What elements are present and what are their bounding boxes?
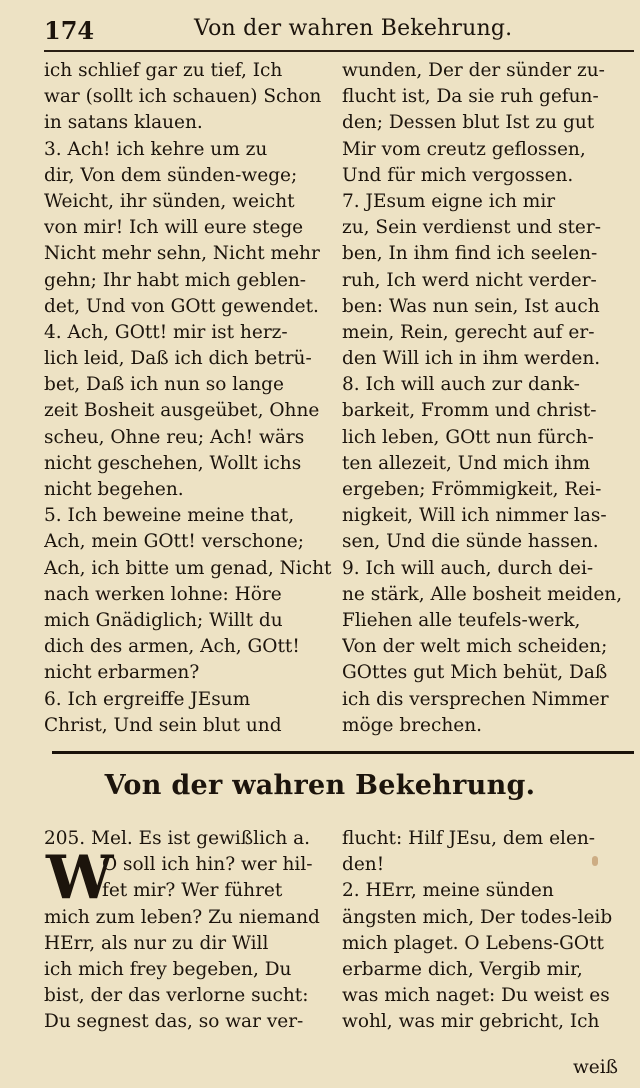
text-line: Weicht, ihr sünden, weicht bbox=[44, 190, 295, 212]
text-line: mein, Rein, gerecht auf er- bbox=[342, 321, 595, 343]
text-line: nigkeit, Will ich nimmer las- bbox=[342, 505, 607, 527]
text-line: Ach, mein GOtt! verschone; bbox=[44, 531, 304, 553]
text-line: Ach, ich bitte um genad, Nicht bbox=[44, 557, 332, 579]
text-line: 2. HErr, meine sünden bbox=[342, 880, 554, 902]
left-column-top bbox=[44, 58, 334, 739]
text-line: flucht: Hilf JEsu, dem elen- bbox=[342, 828, 596, 849]
text-line: zeit Bosheit ausgeübet, Ohne bbox=[44, 400, 320, 422]
text-line: HErr, als nur zu dir Will bbox=[44, 932, 269, 954]
text-line: ne stärk, Alle bosheit meiden, bbox=[342, 583, 623, 605]
right-column-top bbox=[342, 58, 634, 739]
text-line: Christ, Und sein blut und bbox=[44, 714, 282, 736]
text-line: mich Gnädiglich; Willt du bbox=[44, 609, 283, 631]
left-column-bottom bbox=[44, 826, 334, 1036]
text-line: wohl, was mir gebricht, Ich bbox=[342, 1011, 600, 1033]
text-line: Und für mich vergossen. bbox=[342, 164, 574, 186]
text-line: nach werken lohne: Höre bbox=[44, 583, 282, 605]
drop-cap: W bbox=[46, 843, 114, 914]
text-line: nicht erbarmen? bbox=[44, 662, 200, 684]
section-title: Von der wahren Bekehrung. bbox=[104, 770, 536, 801]
text-line: ergeben; Frömmigkeit, Rei- bbox=[342, 479, 602, 500]
text-line: bet, Daß ich nun so lange bbox=[44, 374, 284, 396]
text-line: zu, Sein verdienst und ster- bbox=[342, 217, 601, 239]
text-line: mich zum leben? Zu niemand bbox=[44, 906, 320, 928]
text-line: Nicht mehr sehn, Nicht mehr bbox=[44, 243, 320, 265]
section-divider-rule bbox=[52, 751, 634, 754]
text-line: erbarme dich, Vergib mir, bbox=[342, 958, 583, 980]
ink-stain bbox=[592, 856, 598, 866]
text-line: wunden, Der der sünder zu- bbox=[342, 60, 605, 81]
hymn-number-melody: 205. Mel. Es ist gewißlich a. bbox=[44, 828, 311, 849]
text-line: 5. Ich beweine meine that, bbox=[44, 505, 295, 527]
text-line: ben: Was nun sein, Ist auch bbox=[342, 295, 600, 317]
text-line: den; Dessen blut Ist zu gut bbox=[342, 112, 595, 134]
text-line: ten allezeit, Und mich ihm bbox=[342, 452, 591, 474]
text-line: dir, Von dem sünden-wege; bbox=[44, 164, 298, 186]
text-line: von mir! Ich will eure stege bbox=[44, 217, 304, 239]
text-line: den! bbox=[342, 854, 385, 876]
running-title: Von der wahren Bekehrung. bbox=[194, 16, 513, 41]
text-line: Von der welt mich scheiden; bbox=[342, 636, 608, 658]
text-line: nicht geschehen, Wollt ichs bbox=[44, 452, 302, 474]
text-line: den Will ich in ihm werden. bbox=[342, 348, 601, 370]
text-line: O soll ich hin? wer hil- bbox=[102, 854, 313, 876]
header-rule bbox=[44, 50, 634, 52]
text-line: det, Und von GOtt gewendet. bbox=[44, 295, 319, 317]
text-line: nicht begehen. bbox=[44, 479, 184, 500]
hymn-opening bbox=[44, 843, 334, 914]
text-line: GOttes gut Mich behüt, Daß bbox=[342, 662, 608, 684]
text-line: Du segnest das, so war ver- bbox=[44, 1011, 304, 1033]
text-line: 7. JEsum eigne ich mir bbox=[342, 190, 556, 212]
text-line: lich leid, Daß ich dich betrü- bbox=[44, 348, 312, 370]
catchword: weiß bbox=[572, 1057, 618, 1078]
text-line: war (sollt ich schauen) Schon bbox=[44, 86, 322, 108]
text-line: ich mich frey begeben, Du bbox=[44, 958, 292, 980]
right-column-bottom bbox=[342, 826, 634, 1036]
text-line: lich leben, GOtt nun fürch- bbox=[342, 426, 594, 448]
text-line: flucht ist, Da sie ruh gefun- bbox=[342, 86, 599, 108]
text-line: Mir vom creutz geflossen, bbox=[342, 138, 586, 160]
text-line: was mich naget: Du weist es bbox=[342, 985, 610, 1007]
text-line: mich plaget. O Lebens-GOtt bbox=[342, 932, 604, 954]
text-line: 8. Ich will auch zur dank- bbox=[342, 374, 580, 396]
page-number: 174 bbox=[44, 16, 95, 45]
text-line: ruh, Ich werd nicht verder- bbox=[342, 269, 597, 291]
text-line: bist, der das verlorne sucht: bbox=[44, 985, 309, 1007]
text-line: möge brechen. bbox=[342, 714, 483, 736]
text-line: 9. Ich will auch, durch dei- bbox=[342, 557, 594, 579]
text-line: scheu, Ohne reu; Ach! wärs bbox=[44, 426, 305, 448]
text-line: barkeit, Fromm und christ- bbox=[342, 400, 597, 422]
text-line: 3. Ach! ich kehre um zu bbox=[44, 138, 268, 160]
text-line: ängsten mich, Der todes-leib bbox=[342, 906, 613, 928]
text-line: dich des armen, Ach, GOtt! bbox=[44, 636, 300, 658]
text-line: ich dis versprechen Nimmer bbox=[342, 688, 609, 710]
text-line: in satans klauen. bbox=[44, 112, 203, 134]
text-line: 4. Ach, GOtt! mir ist herz- bbox=[44, 321, 288, 343]
text-line: gehn; Ihr habt mich geblen- bbox=[44, 269, 307, 291]
text-line: sen, Und die sünde hassen. bbox=[342, 531, 599, 553]
page-header bbox=[44, 12, 624, 46]
text-line: 6. Ich ergreiffe JEsum bbox=[44, 688, 251, 710]
text-line: fet mir? Wer führet bbox=[102, 880, 283, 902]
text-line: ich schlief gar zu tief, Ich bbox=[44, 60, 283, 81]
text-line: Fliehen alle teufels-werk, bbox=[342, 609, 581, 631]
text-line: ben, In ihm find ich seelen- bbox=[342, 243, 598, 265]
